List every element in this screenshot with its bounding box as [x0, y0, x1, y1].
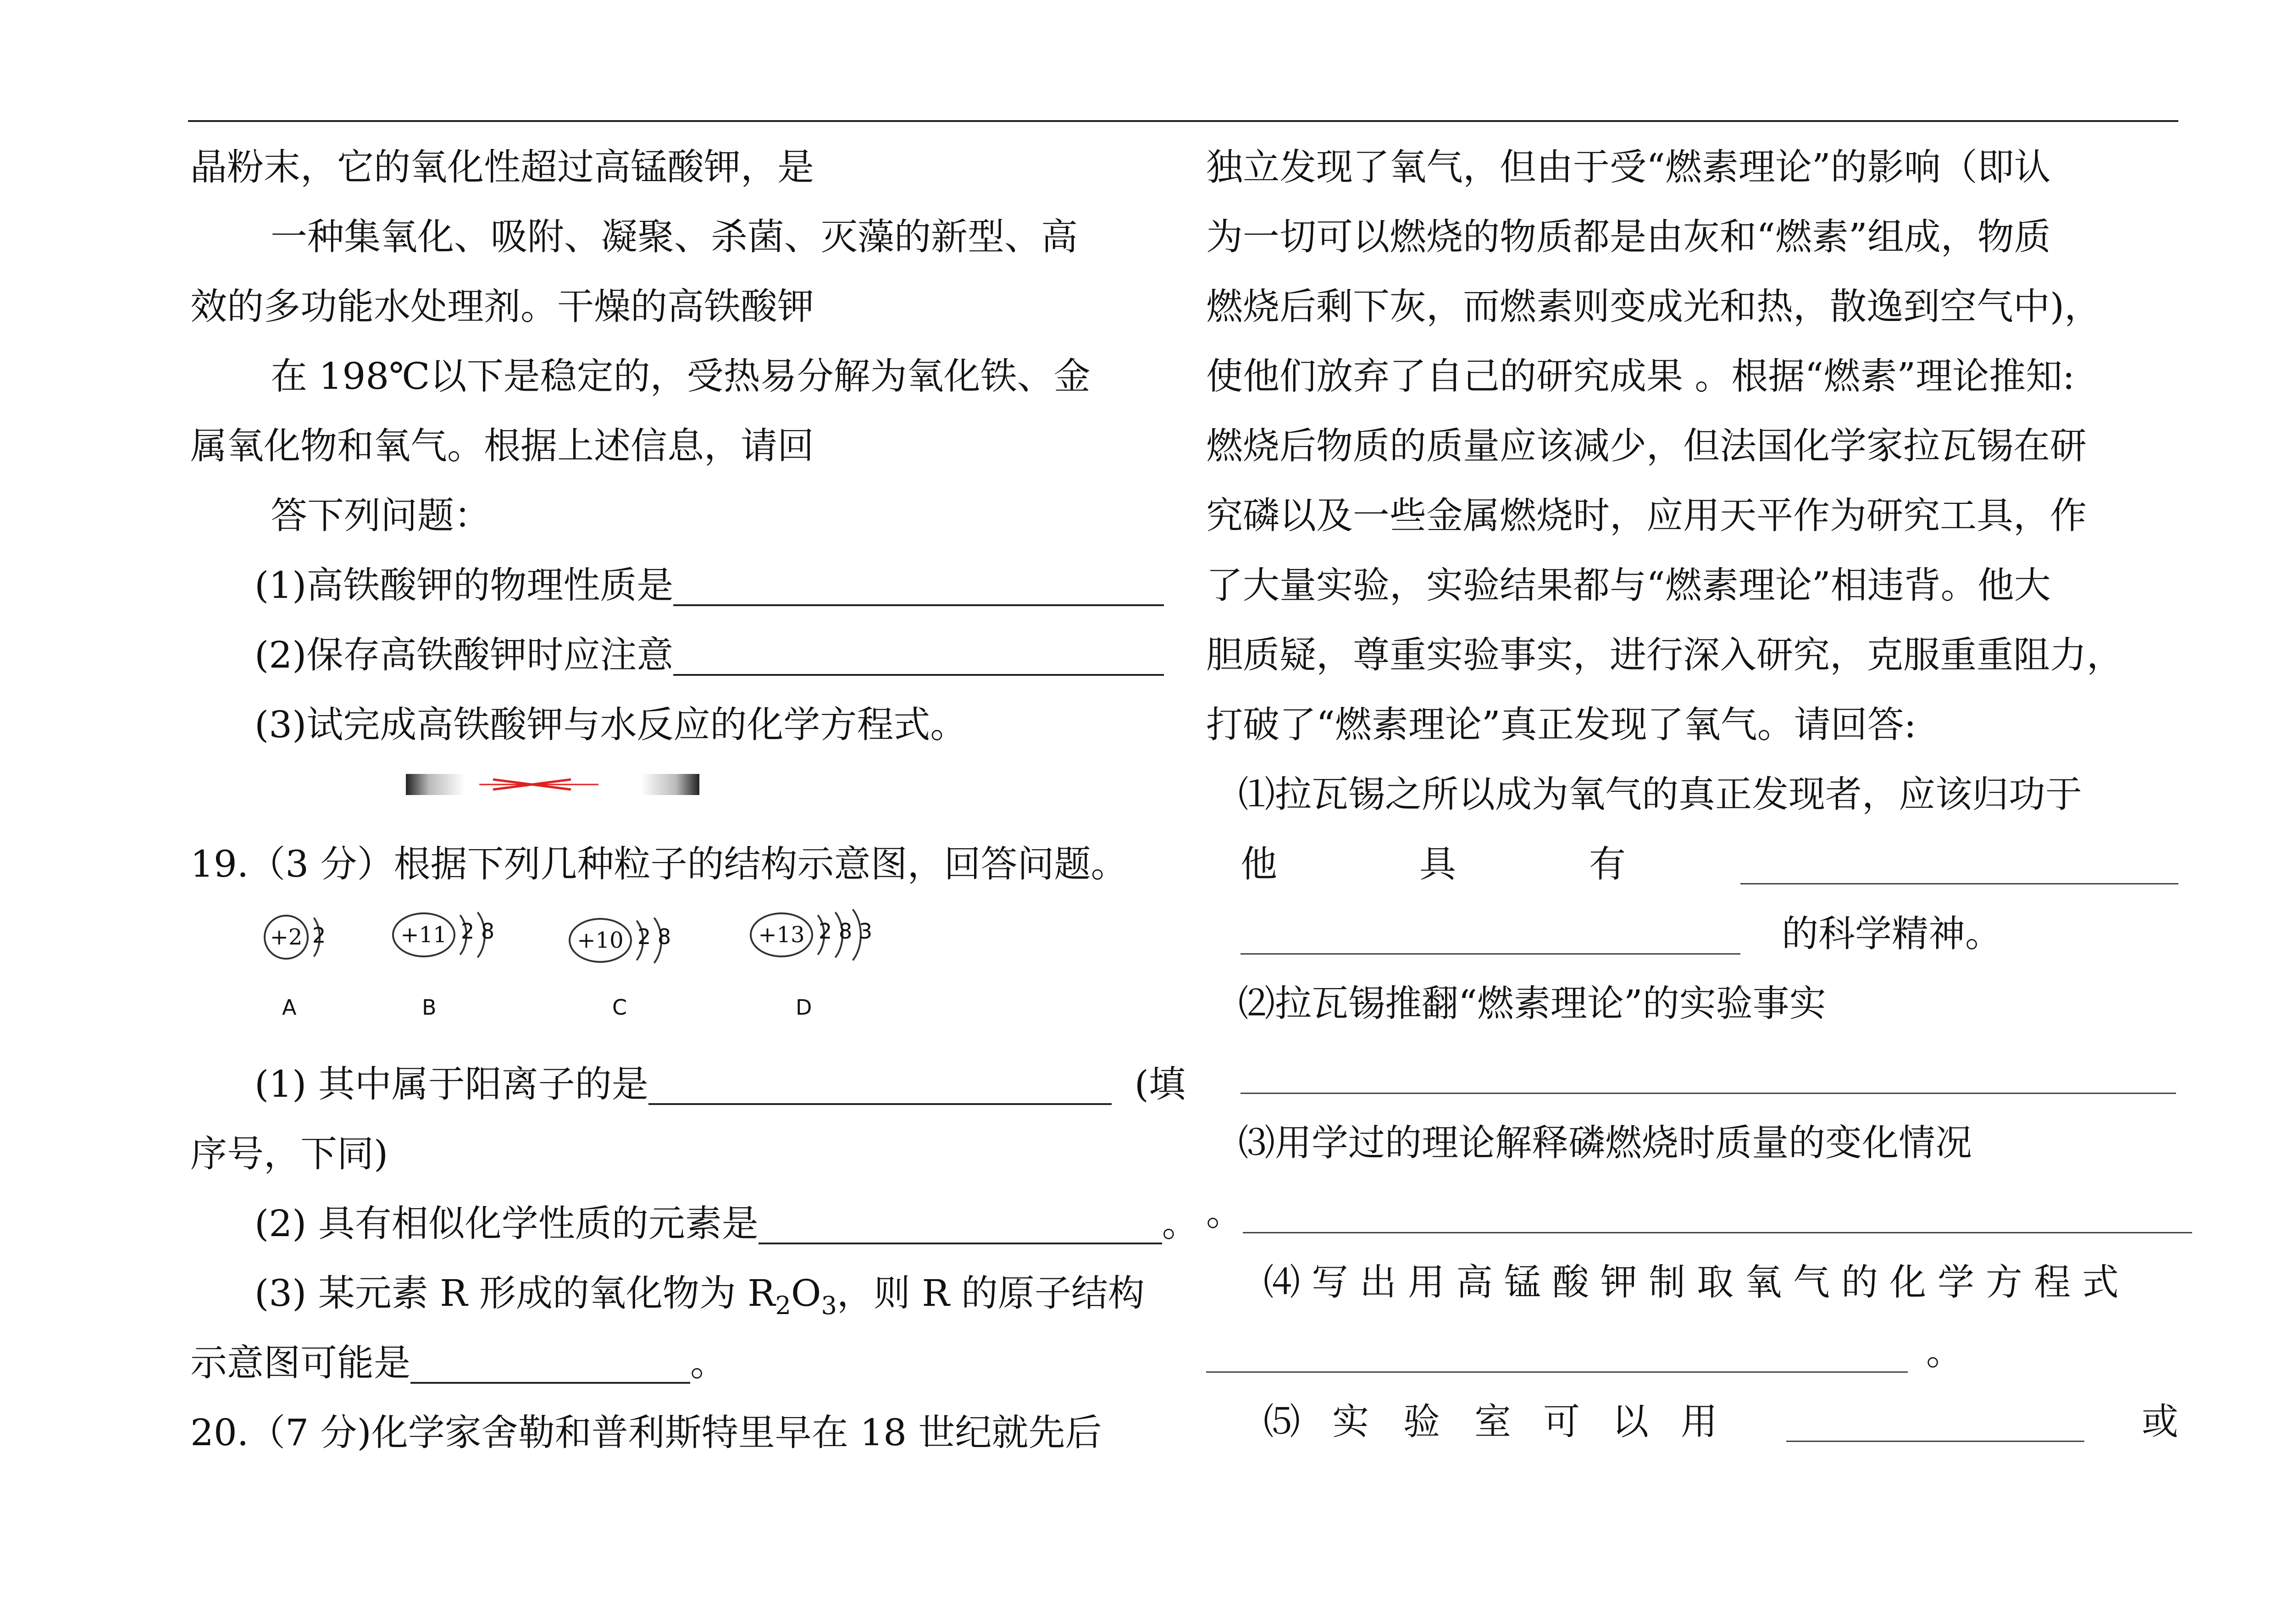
sub-question-2-blank	[1241, 1039, 2176, 1108]
atom-diagram-a	[264, 915, 355, 970]
answer-blank[interactable]	[1786, 1401, 2084, 1442]
atom-caption: A	[282, 995, 297, 1020]
question-text: ⑷写出用高锰酸钾制取氧气的化学方程式	[1263, 1261, 2130, 1304]
paragraph-line: 胆质疑，尊重实验事实，进行深入研究，克服重重阻力，	[1206, 634, 2123, 676]
spaced-char: 可	[1543, 1400, 1580, 1443]
paragraph-line: 燃烧后剩下灰，而燃素则变成光和热，散逸到空气中)，	[1206, 285, 2101, 328]
subscript: 3	[821, 1291, 837, 1320]
sub-question-1-end	[1241, 900, 2002, 968]
sub-question-3-blank	[1206, 1178, 2192, 1247]
spaced-char: 或	[2142, 1400, 2178, 1443]
answer-blank[interactable]	[1206, 1332, 1908, 1373]
shell-electrons: 2	[312, 923, 326, 948]
nucleus: +2	[264, 915, 309, 960]
paragraph-line: 独立发现了氧气，但由于受“燃素理论”的影响（即认	[1206, 146, 2051, 188]
paragraph-line: 属氧化物和氧气。根据上述信息，请回	[190, 425, 814, 467]
atom-caption: D	[796, 995, 812, 1020]
answer-blank[interactable]	[1243, 1193, 2192, 1233]
sub-question-1-cont	[1241, 830, 2178, 899]
atom-diagram-c	[569, 918, 688, 973]
header-rule	[188, 120, 2178, 122]
question-1	[190, 551, 1164, 620]
question-text: (3) 某元素 R 形成的氧化物为 R	[255, 1272, 775, 1315]
spaced-char: 具	[1419, 843, 1456, 885]
paragraph-line: 为一切可以燃烧的物质都是由灰和“燃素”组成，物质	[1206, 215, 2051, 258]
paragraph-line: 使他们放弃了自己的研究成果 。根据“燃素”理论推知:	[1206, 355, 2075, 398]
atom-caption: B	[422, 995, 437, 1020]
atom-diagram-d	[750, 912, 887, 967]
question-text: 。	[1162, 1202, 1199, 1245]
paragraph-line: 在 198℃以下是稳定的，受热易分解为氧化铁、金	[271, 355, 1091, 398]
question-text: ，则 R 的原子结构	[836, 1272, 1145, 1315]
scan-artifact-bar	[406, 774, 699, 795]
question-2	[190, 621, 1164, 690]
question-text: 。	[1206, 1191, 1243, 1234]
sub-question-4-blank	[1206, 1318, 1963, 1386]
paragraph-line: 效的多功能水处理剂。干燥的高铁酸钾	[190, 285, 814, 328]
spaced-char: 有	[1589, 843, 1626, 885]
paragraph-line: 打破了“燃素理论”真正发现了氧气。请回答:	[1206, 703, 1916, 746]
answer-blank[interactable]	[673, 565, 1164, 606]
question-19-1	[190, 1050, 1185, 1119]
question-3: (3)试完成高铁酸钾与水反应的化学方程式。	[255, 703, 967, 746]
paragraph-line: 了大量实验，实验结果都与“燃素理论”相违背。他大	[1206, 564, 2051, 607]
question-text: 。	[690, 1342, 727, 1384]
sub-question-2: ⑵拉瓦锡推翻“燃素理论”的实验事实	[1238, 982, 1826, 1025]
spaced-char: 室	[1474, 1400, 1511, 1443]
subscript: 2	[775, 1291, 791, 1320]
answer-blank[interactable]	[673, 635, 1164, 676]
paragraph-line: 答下列问题：	[271, 494, 491, 537]
sub-question-1: ⑴拉瓦锡之所以成为氧气的真正发现者，应该归功于	[1238, 773, 2082, 816]
red-cross-mark	[406, 774, 699, 795]
spaced-char: 用	[1681, 1400, 1717, 1443]
question-text: (2) 具有相似化学性质的元素是	[255, 1202, 759, 1245]
question-19-1-cont: 序号，下同)	[190, 1132, 388, 1175]
answer-blank[interactable]	[759, 1203, 1162, 1244]
question-text: 示意图可能是	[190, 1342, 410, 1384]
shell-electrons: 2 8	[637, 924, 671, 949]
sub-question-5	[1263, 1387, 2178, 1456]
paragraph-line: 燃烧后物质的质量应该减少，但法国化学家拉瓦锡在研	[1206, 425, 2087, 467]
answer-blank[interactable]	[1740, 844, 2178, 884]
spaced-char: 实	[1332, 1400, 1369, 1443]
formula-char: O	[791, 1272, 821, 1315]
question-19-3	[190, 1259, 1145, 1328]
shell-electrons: 2 8	[461, 919, 495, 944]
question-2-text: (2)保存高铁酸钾时应注意	[255, 634, 674, 676]
question-text: 的科学精神。	[1782, 912, 2002, 955]
question-19-3-cont	[190, 1329, 727, 1398]
nucleus: +11	[392, 912, 455, 957]
atom-caption: C	[612, 995, 627, 1020]
answer-blank[interactable]	[410, 1342, 690, 1384]
sub-question-3: ⑶用学过的理论解释磷燃烧时质量的变化情况	[1238, 1121, 1972, 1164]
question-19-2	[190, 1189, 1199, 1258]
spaced-char: ⑸	[1263, 1400, 1300, 1443]
atom-diagram-b	[392, 912, 511, 967]
paragraph-line: 究磷以及一些金属燃烧时，应用天平作为研究工具，作	[1206, 494, 2087, 537]
question-text: (1) 其中属于阳离子的是	[255, 1063, 648, 1105]
paragraph-line: 一种集氧化、吸附、凝聚、杀菌、灭藻的新型、高	[271, 215, 1078, 258]
sub-question-4	[1263, 1248, 2178, 1317]
answer-blank[interactable]	[648, 1064, 1112, 1105]
question-text: (填	[1134, 1063, 1185, 1105]
spaced-char: 验	[1403, 1400, 1440, 1443]
paragraph-line: 晶粉末，它的氧化性超过高锰酸钾，是	[190, 146, 814, 188]
question-20-header: 20.（7 分)化学家舍勒和普利斯特里早在 18 世纪就先后	[190, 1411, 1102, 1454]
nucleus: +13	[750, 912, 813, 957]
question-19-header: 19.（3 分）根据下列几种粒子的结构示意图，回答问题。	[190, 843, 1128, 885]
spaced-char: 以	[1612, 1400, 1649, 1443]
nucleus: +10	[569, 918, 632, 963]
shell-electrons: 2 8 3	[819, 919, 873, 944]
question-text: 。	[1926, 1331, 1963, 1373]
spaced-char: 他	[1241, 843, 1277, 885]
answer-blank[interactable]	[1241, 1053, 2176, 1094]
question-1-text: (1)高铁酸钾的物理性质是	[255, 564, 674, 607]
answer-blank[interactable]	[1241, 914, 1740, 955]
